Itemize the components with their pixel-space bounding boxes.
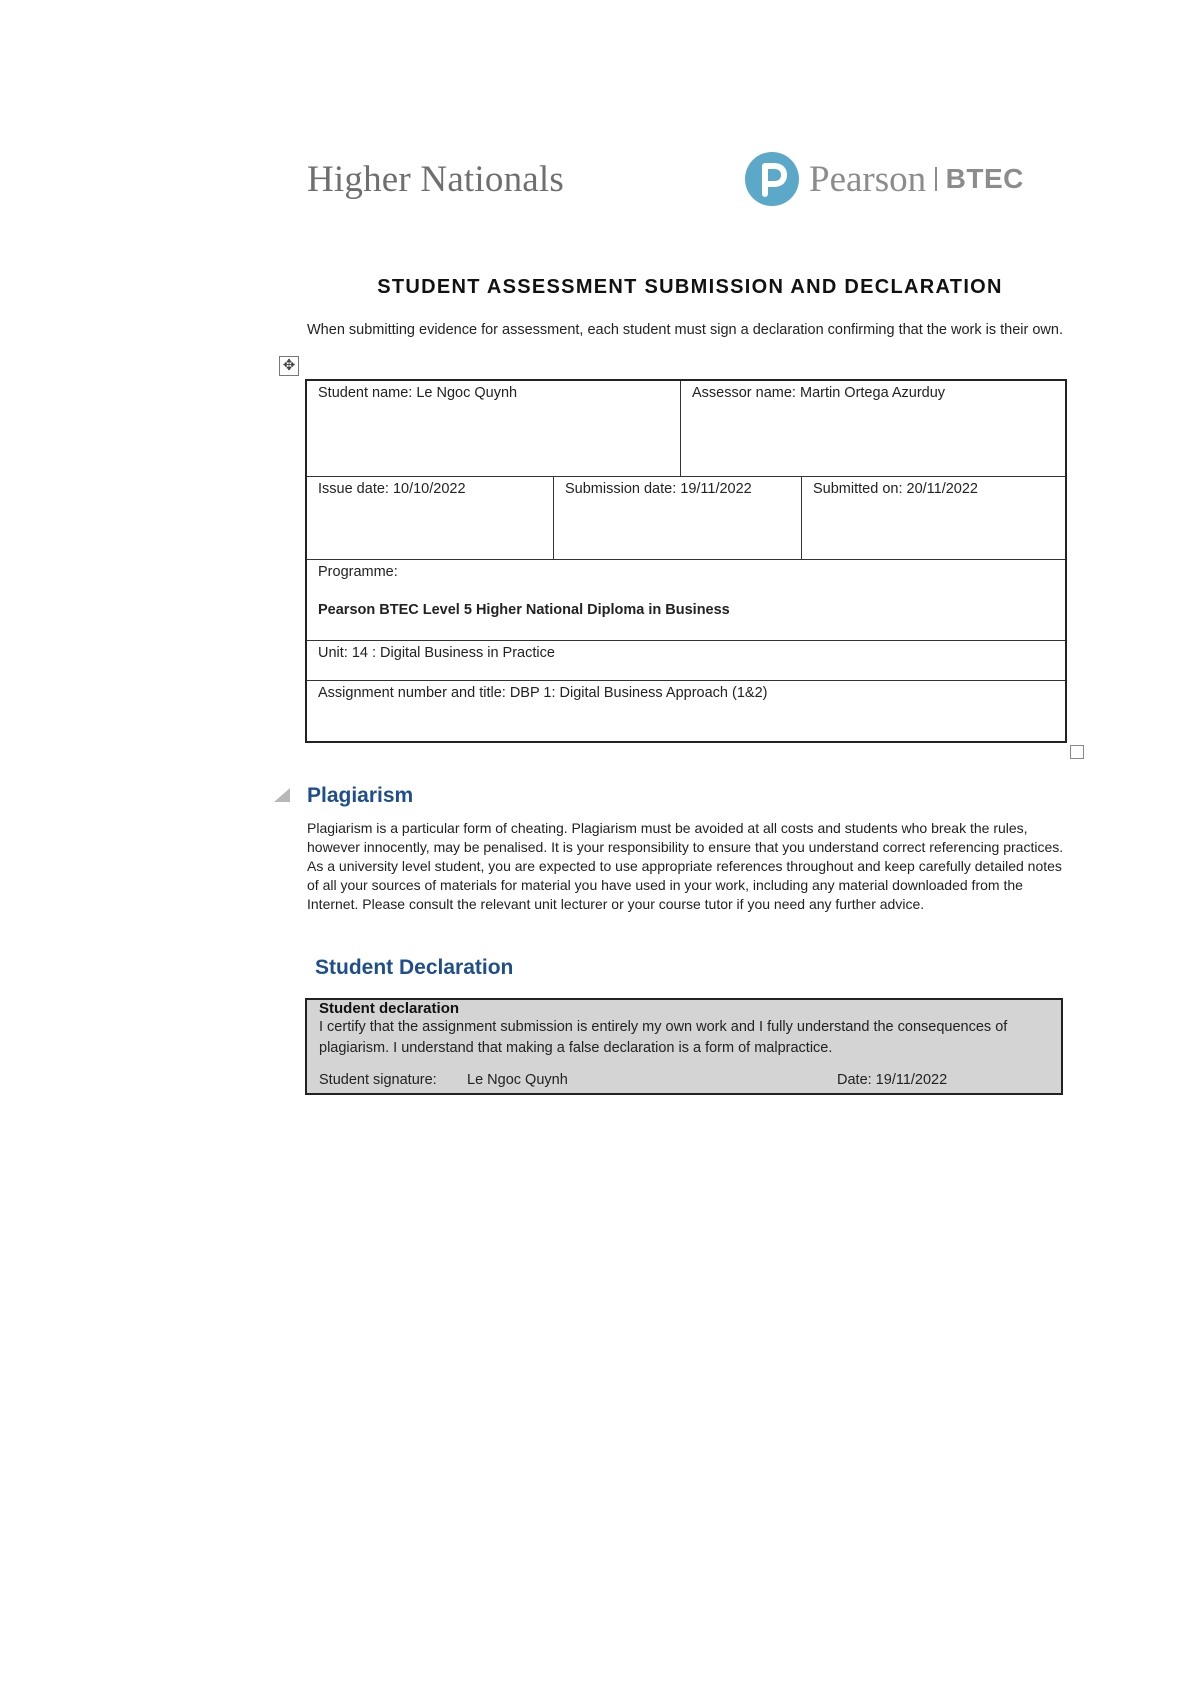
student-declaration-heading: Student Declaration <box>315 956 514 979</box>
programme-label: Programme: <box>318 564 398 580</box>
assessor-name-cell[interactable]: Assessor name: Martin Ortega Azurduy <box>680 381 1065 476</box>
higher-nationals-brand: Higher Nationals <box>307 159 564 200</box>
table-row <box>307 641 1065 681</box>
pearson-p-icon <box>745 152 799 206</box>
plagiarism-paragraph: Plagiarism is a particular form of cheating. Plagiarism must be avoided at all costs and students who break the rules, however innocently, may be penalised. It is your responsibility to ensure that you understand correct referencing practices. As a university level student, you are expected to use appropriate references throughout and keep carefully detailed notes of all your sources of materials for material you have used in your work, including any material downloaded from the Internet. Please consult the relevant unit lecturer or your course tutor if you need any further advice. <box>307 820 1064 912</box>
pearson-btec-logo <box>745 148 1045 210</box>
collapse-triangle-icon[interactable] <box>274 788 290 802</box>
table-row <box>307 477 1065 560</box>
table-row <box>307 381 1065 477</box>
submission-info-table <box>305 379 1067 743</box>
document-title: STUDENT ASSESSMENT SUBMISSION AND DECLARATION <box>377 276 1003 298</box>
declaration-text: I certify that the assignment submission is entirely my own work and I fully understand the consequences of plagiarism. I understand that making a false declaration is a form of malpractice. <box>319 1019 1008 1056</box>
table-resize-handle[interactable] <box>1070 745 1084 759</box>
table-move-handle-icon[interactable]: ✥ <box>279 356 299 376</box>
programme-value: Pearson BTEC Level 5 Higher National Diploma in Business <box>318 602 730 618</box>
student-name-cell[interactable]: Student name: Le Ngoc Quynh <box>318 385 518 401</box>
logo-sub: BTEC <box>945 163 1024 194</box>
programme-row[interactable] <box>307 560 1065 641</box>
unit-cell[interactable]: Unit: 14 : Digital Business in Practice <box>318 645 555 661</box>
issue-date-cell[interactable]: Issue date: 10/10/2022 <box>318 481 466 497</box>
intro-paragraph: When submitting evidence for assessment, each student must sign a declaration confirming that the work is their own. <box>307 322 1063 338</box>
logo-name: Pearson <box>809 158 927 200</box>
signature-label: Student signature: <box>319 1072 437 1088</box>
assignment-cell[interactable]: Assignment number and title: DBP 1: Digital Business Approach (1&2) <box>318 685 768 701</box>
table-row <box>307 681 1065 741</box>
submission-date-cell[interactable]: Submission date: 19/11/2022 <box>553 477 801 559</box>
declaration-date[interactable]: Date: 19/11/2022 <box>837 1072 948 1088</box>
submitted-on-cell[interactable]: Submitted on: 20/11/2022 <box>801 477 1065 559</box>
plagiarism-heading: Plagiarism <box>307 784 414 807</box>
logo-divider <box>935 167 937 191</box>
declaration-box <box>305 998 1063 1095</box>
declaration-label: Student declaration <box>319 1000 460 1017</box>
signature-name[interactable]: Le Ngoc Quynh <box>467 1072 568 1088</box>
